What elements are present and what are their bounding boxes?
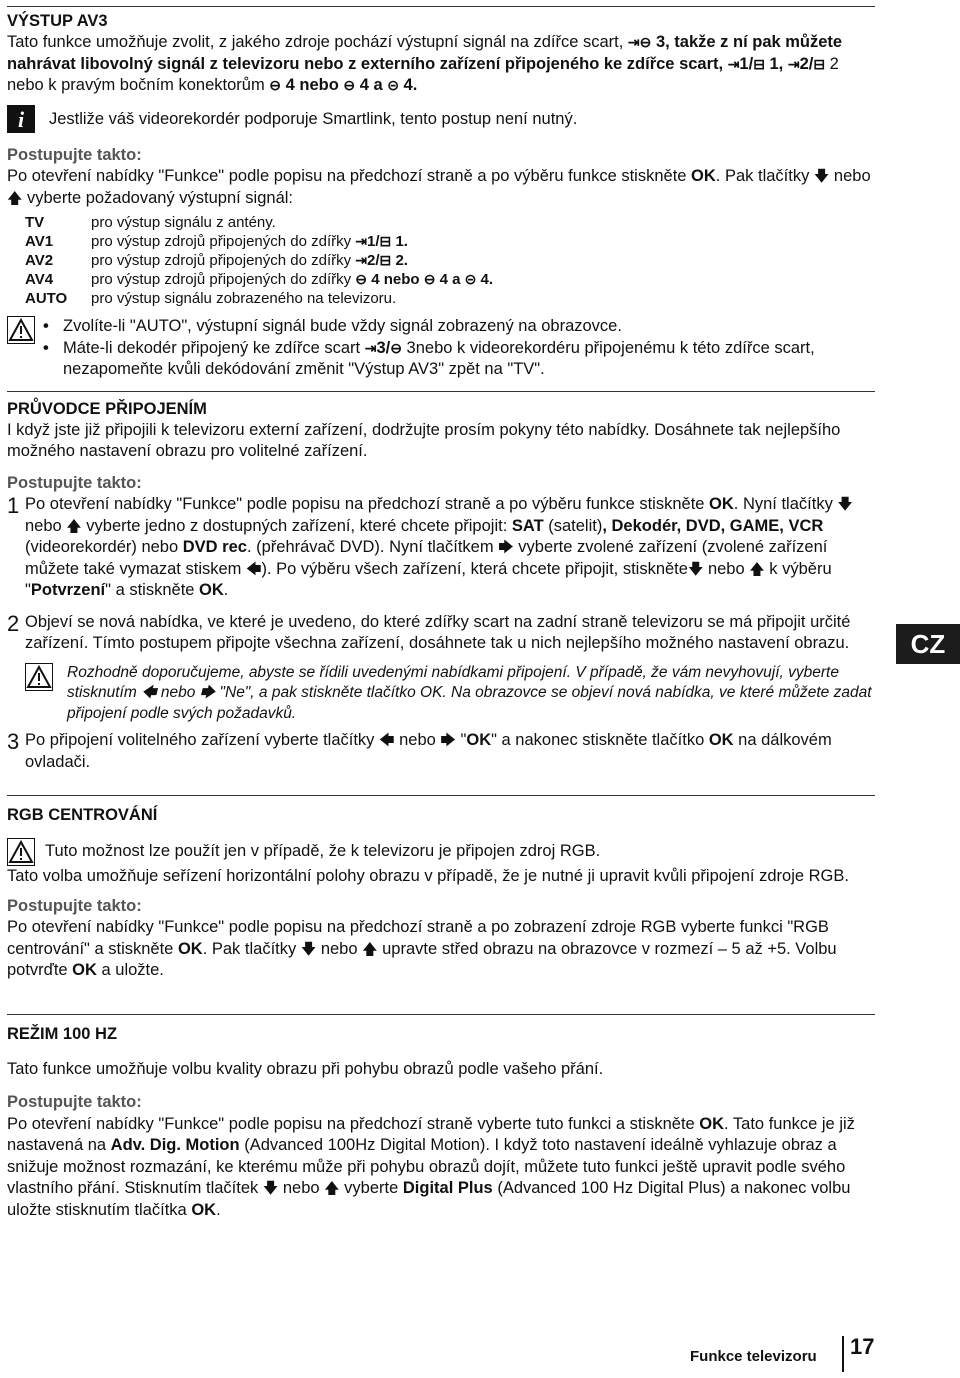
- arrow-left-icon: 🡄: [141, 684, 157, 701]
- scart-out-icon: ⇥: [355, 233, 368, 249]
- av3-step: Po otevření nabídky "Funkce" podle popisu na předchozí straně a po výběru funkce stiskněte OK. Pak tlačítky 🡇 nebo 🡅 vyberte požadovaný výstupní signál:: [7, 167, 871, 207]
- arrow-down-icon: 🡇: [837, 496, 853, 513]
- info-note: i Jestliže váš videorekordér podporuje Smartlink, tento postup není nutný.: [7, 105, 875, 133]
- section-title-av3: VÝSTUP AV3: [7, 12, 108, 30]
- arrow-up-icon: 🡅: [7, 189, 23, 207]
- hz-intro: Tato funkce umožňuje volbu kvality obrazu při pohybu obrazů podle vašeho přání.: [7, 1059, 604, 1078]
- scart-out-icon: ⇥: [355, 252, 368, 268]
- rgb-in-icon: ⊟: [813, 55, 826, 72]
- warning-icon: [7, 838, 35, 866]
- table-row: AV1 pro výstup zdrojů připojených do zdířky ⇥1/⊟ 1.: [25, 233, 408, 250]
- arrow-down-icon: 🡇: [300, 940, 317, 958]
- warning-note: Tuto možnost lze použít jen v případě, že k televizoru je připojen zdroj RGB.: [7, 838, 875, 866]
- howto-heading: Postupujte takto:: [7, 896, 142, 915]
- section-divider: [7, 795, 875, 796]
- list-item: • Máte-li dekodér připojený ke zdířce scart ⇥3/⊖ 3nebo k videorekordéru připojenému k této zdířce scart, nezapomeňte kvůli dekódování změnit "Výstup AV3" zpět na "TV".: [39, 338, 875, 381]
- howto-heading: Postupujte takto:: [7, 473, 142, 492]
- arrow-left-icon: 🡄: [246, 560, 262, 578]
- list-item: • Zvolíte-li "AUTO", výstupní signál bude vždy signál zobrazený na obrazovce.: [39, 316, 875, 338]
- arrow-right-icon: 🡆: [440, 732, 456, 749]
- footer-label: Funkce televizoru: [690, 1348, 817, 1365]
- arrow-down-icon: 🡇: [262, 1180, 279, 1197]
- section-title-100hz: REŽIM 100 HZ: [7, 1024, 118, 1043]
- audio-in-icon: ⊝: [464, 271, 477, 287]
- warning-note: [7, 316, 875, 381]
- scart-out-icon: ⇥: [727, 55, 740, 72]
- table-row: AV4 pro výstup zdrojů připojených do zdířky ⊖ 4 nebo ⊖ 4 a ⊝ 4.: [25, 271, 494, 288]
- step-1: 1 Po otevření nabídky "Funkce" podle popisu na předchozí straně a po výběru funkce stiskněte OK. Nyní tlačítky 🡇 nebo 🡅 vyberte jedno z dostupných zařízení, které chcete připojit: SAT (satelit), Dekodér, DVD, GAME, VCR (videorekordér) nebo DVD rec. (přehrávač DVD). Nyní tlačítkem 🡆 vyberte zvolené zařízení (zvolené zařízení můžete také vymazat stiskem 🡄). Po výběru všech zařízení, která chcete připojit, stiskněte🡇 nebo 🡅 k výběru "Potvrzení" a stiskněte OK.: [7, 493, 853, 599]
- table-row: AUTO pro výstup signálu zobrazeného na televizoru.: [25, 290, 397, 307]
- scart-in-icon: ⊖: [390, 339, 402, 356]
- arrow-up-icon: 🡅: [362, 940, 378, 958]
- arrow-left-icon: 🡄: [379, 732, 395, 749]
- rgb-intro: Tato volba umožňuje seřízení horizontální polohy obrazu v případě, že je nutné ji upravit kvůli připojení zdroje RGB.: [7, 867, 849, 885]
- output-signal-table: [25, 213, 493, 308]
- arrow-up-icon: 🡅: [324, 1180, 340, 1197]
- svg-text:i: i: [17, 106, 25, 132]
- arrow-down-icon: 🡇: [687, 560, 704, 578]
- section-title-rgb-centering: RGB CENTROVÁNÍ: [7, 806, 158, 824]
- manual-page: [7, 0, 875, 1221]
- arrow-right-icon: 🡆: [199, 684, 216, 701]
- info-icon: [7, 105, 35, 133]
- arrow-down-icon: 🡇: [813, 168, 830, 185]
- warning-icon: [7, 316, 35, 344]
- step-2: 2 Objeví se nová nabídka, ve které je uvedeno, do které zdířky scart na zadní straně televizoru se má připojit určité zařízení. Tímto postupem připojte všechna zařízení, dosáhnete tak u nich nejlepšího možného nastavení obrazu.: [7, 610, 851, 652]
- rgb-in-icon: ⊟: [753, 55, 765, 72]
- video-in-icon: ⊖: [269, 77, 282, 93]
- arrow-up-icon: 🡅: [749, 560, 765, 578]
- arrow-up-icon: 🡅: [66, 517, 82, 535]
- svideo-in-icon: ⊖: [423, 271, 436, 287]
- howto-heading: Postupujte takto:: [7, 145, 142, 164]
- av3-intro: Tato funkce umožňuje zvolit, z jakého zdroje pochází výstupní signál na zdířce scart, ⇥⊖ 3, takže z ní pak můžete nahrávat libovolný signál z televizoru nebo z externího zařízení připojeného ke zdířce scart, ⇥1/⊟ 1, ⇥2/⊟ 2 nebo k pravým bočním konektorům ⊖ 4 nebo ⊖ 4 a ⊝ 4.: [7, 32, 875, 97]
- howto-heading: Postupujte takto:: [7, 1093, 142, 1111]
- audio-in-icon: ⊝: [387, 77, 399, 93]
- rgb-step: Po otevření nabídky "Funkce" podle popisu na předchozí straně a po zobrazení zdroje RGB vyberte funkci "RGB centrování" a stiskněte OK. Pak tlačítky 🡇 nebo 🡅 upravte střed obrazu na obrazovce v rozmezí – 5 až +5. Volbu potvrďte OK a uložte.: [7, 918, 837, 979]
- scart-out-icon: ⇥: [787, 55, 800, 72]
- scart-in-icon: ⊖: [639, 34, 652, 50]
- scart-out-icon: ⇥: [364, 339, 377, 356]
- footer-divider: [842, 1336, 844, 1372]
- guide-intro: I když jste již připojili k televizoru externí zařízení, dodržujte prosím pokyny této nabídky. Dosáhnete tak nejlepšího možného nastavení obrazu pro volitelné zařízení.: [7, 420, 841, 460]
- arrow-right-icon: 🡆: [498, 539, 514, 556]
- page-number: 17: [850, 1334, 875, 1359]
- table-row: TV pro výstup signálu z antény.: [25, 214, 276, 231]
- section-divider: [7, 6, 875, 7]
- hz-step: Po otevření nabídky "Funkce" podle popisu na předchozí straně vyberte tuto funkci a stiskněte OK. Tato funkce je již nastavená na Adv. Dig. Motion (Advanced 100Hz Digital Motion). I když toto nastavení ideálně vyhlazuje obraz a snižuje možnost rozmazání, ke kterému může při pohybu obrazů dojít, můžete tuto funkci ještě upravit podle svého vlastního přání. Stisknutím tlačítek 🡇 nebo 🡅 vyberte Digital Plus (Advanced 100 Hz Digital Plus) a nakonec volbu uložte stisknutím tlačítka OK.: [7, 1114, 855, 1219]
- warning-note: Rozhodně doporučujeme, abyste se řídili uvedenými nabídkami připojení. V případě, že vám nevyhovují, vyberte stisknutím 🡄 nebo 🡆 "Ne", a pak stiskněte tlačítko OK. Na obrazovce se objeví nová nabídka, ve které můžete zadat připojení podle svých požadavků.: [25, 663, 875, 725]
- scart-out-icon: ⇥: [627, 34, 640, 50]
- rgb-in-icon: ⊟: [379, 233, 392, 249]
- video-in-icon: ⊖: [355, 271, 368, 287]
- section-title-connection-guide: PRŮVODCE PŘIPOJENÍM: [7, 399, 207, 418]
- section-divider: [7, 1014, 875, 1015]
- warning-icon: [25, 663, 53, 691]
- table-row: AV2 pro výstup zdrojů připojených do zdířky ⇥2/⊟ 2.: [25, 252, 408, 269]
- language-tab: CZ: [896, 624, 960, 664]
- warning-list: [35, 316, 875, 381]
- svideo-in-icon: ⊖: [343, 77, 356, 93]
- rgb-in-icon: ⊟: [379, 252, 392, 268]
- section-divider: [7, 391, 875, 392]
- step-3: 3 Po připojení volitelného zařízení vyberte tlačítky 🡄 nebo 🡆 "OK" a nakonec stiskněte tlačítko OK na dálkovém ovladači.: [7, 729, 832, 771]
